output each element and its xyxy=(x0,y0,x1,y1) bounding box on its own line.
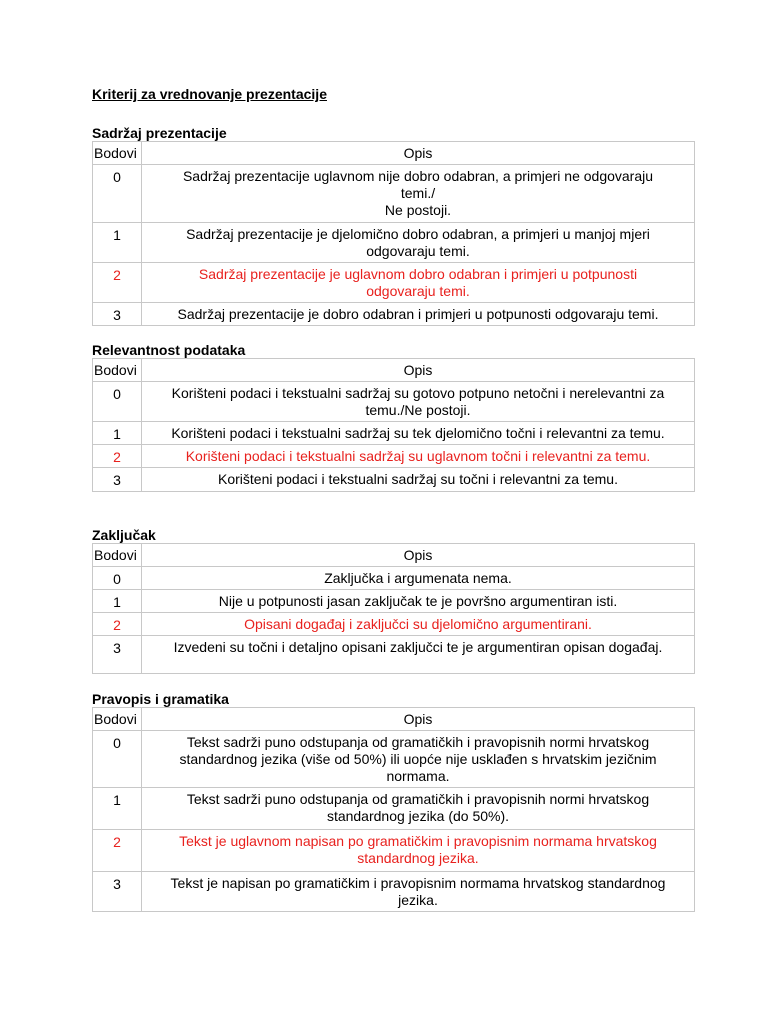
table-row xyxy=(93,382,695,422)
table-row xyxy=(93,223,695,263)
table-header-row xyxy=(93,544,695,567)
table-row-highlighted xyxy=(93,263,695,303)
table-header-row xyxy=(93,708,695,731)
table-row-highlighted xyxy=(93,445,695,468)
section-title: Relevantnost podataka xyxy=(92,342,246,358)
score-cell: 1 xyxy=(93,422,142,445)
description-cell: Sadržaj prezentacije uglavnom nije dobro odabran, a primjeri ne odgovaraju temi./ Ne postoji. xyxy=(142,165,695,223)
rubric-table xyxy=(92,707,695,912)
section-pravopis xyxy=(92,691,695,912)
score-cell: 3 xyxy=(93,872,142,912)
table-row xyxy=(93,468,695,492)
score-cell: 2 xyxy=(93,830,142,872)
table-row-highlighted xyxy=(93,830,695,872)
table-row xyxy=(93,303,695,326)
rubric-table xyxy=(92,141,695,326)
section-title: Zaključak xyxy=(92,527,156,543)
header-bodovi: Bodovi xyxy=(93,142,142,165)
table-row-highlighted xyxy=(93,613,695,636)
description-cell: Sadržaj prezentacije je djelomično dobro odabran, a primjeri u manjoj mjeri odgovaraju temi. xyxy=(142,223,695,263)
description-cell: Tekst sadrži puno odstupanja od gramatičkih i pravopisnih normi hrvatskog standardnog jezika (do 50%). xyxy=(142,788,695,830)
header-opis: Opis xyxy=(142,359,695,382)
table-header-row xyxy=(93,359,695,382)
section-title: Pravopis i gramatika xyxy=(92,691,229,707)
table-row xyxy=(93,731,695,788)
description-cell: Izvedeni su točni i detaljno opisani zaključci te je argumentiran opisan događaj. xyxy=(142,636,695,674)
description-cell: Tekst sadrži puno odstupanja od gramatičkih i pravopisnih normi hrvatskog standardnog jezika (više od 50%) ili uopće nije usklađen s hrvatskim jezičnim normama. xyxy=(142,731,695,788)
table-header-row xyxy=(93,142,695,165)
description-cell: Zaključka i argumenata nema. xyxy=(142,567,695,590)
table-row xyxy=(93,422,695,445)
section-sadrzaj xyxy=(92,125,695,326)
header-bodovi: Bodovi xyxy=(93,359,142,382)
score-cell: 3 xyxy=(93,468,142,492)
description-cell: Opisani događaj i zaključci su djelomično argumentirani. xyxy=(142,613,695,636)
rubric-table xyxy=(92,358,695,492)
score-cell: 1 xyxy=(93,590,142,613)
header-opis: Opis xyxy=(142,544,695,567)
header-bodovi: Bodovi xyxy=(93,544,142,567)
table-row xyxy=(93,872,695,912)
section-title: Sadržaj prezentacije xyxy=(92,125,227,141)
description-cell: Sadržaj prezentacije je dobro odabran i primjeri u potpunosti odgovaraju temi. xyxy=(142,303,695,326)
score-cell: 3 xyxy=(93,303,142,326)
score-cell: 3 xyxy=(93,636,142,674)
score-cell: 0 xyxy=(93,165,142,223)
description-cell: Tekst je uglavnom napisan po gramatičkim i pravopisnim normama hrvatskog standardnog jezika. xyxy=(142,830,695,872)
table-row xyxy=(93,636,695,674)
score-cell: 2 xyxy=(93,263,142,303)
table-row xyxy=(93,567,695,590)
score-cell: 1 xyxy=(93,788,142,830)
description-cell: Korišteni podaci i tekstualni sadržaj su tek djelomično točni i relevantni za temu. xyxy=(142,422,695,445)
description-cell: Sadržaj prezentacije je uglavnom dobro odabran i primjeri u potpunosti odgovaraju temi. xyxy=(142,263,695,303)
table-row xyxy=(93,165,695,223)
description-cell: Tekst je napisan po gramatičkim i pravopisnim normama hrvatskog standardnog jezika. xyxy=(142,872,695,912)
header-opis: Opis xyxy=(142,142,695,165)
score-cell: 0 xyxy=(93,382,142,422)
score-cell: 0 xyxy=(93,567,142,590)
description-cell: Korišteni podaci i tekstualni sadržaj su uglavnom točni i relevantni za temu. xyxy=(142,445,695,468)
rubric-table xyxy=(92,543,695,674)
description-cell: Korišteni podaci i tekstualni sadržaj su gotovo potpuno netočni i nerelevantni za temu./Ne postoji. xyxy=(142,382,695,422)
header-bodovi: Bodovi xyxy=(93,708,142,731)
score-cell: 0 xyxy=(93,731,142,788)
score-cell: 2 xyxy=(93,613,142,636)
page-title: Kriterij za vrednovanje prezentacije xyxy=(92,86,327,102)
header-opis: Opis xyxy=(142,708,695,731)
description-cell: Nije u potpunosti jasan zaključak te je površno argumentiran isti. xyxy=(142,590,695,613)
section-zakljucak xyxy=(92,527,695,674)
table-row xyxy=(93,590,695,613)
description-cell: Korišteni podaci i tekstualni sadržaj su točni i relevantni za temu. xyxy=(142,468,695,492)
score-cell: 2 xyxy=(93,445,142,468)
table-row xyxy=(93,788,695,830)
section-relevantnost xyxy=(92,342,695,492)
score-cell: 1 xyxy=(93,223,142,263)
